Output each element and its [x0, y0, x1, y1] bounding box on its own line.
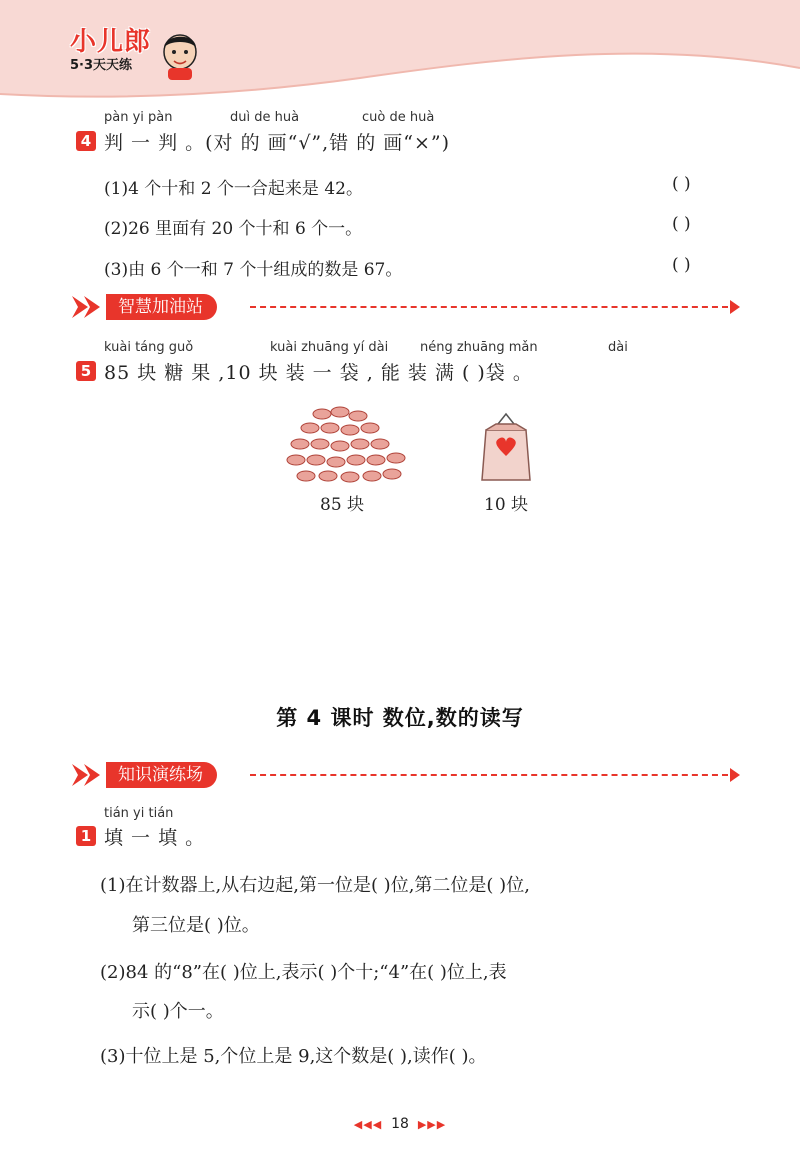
question-number-5: 5: [76, 361, 96, 381]
question-1-title: 填 一 填 。: [104, 827, 206, 849]
bag-caption: 10 块: [484, 495, 529, 515]
mascot-icon: [158, 28, 202, 82]
section-divider: [250, 774, 728, 776]
question-number-4: 4: [76, 131, 96, 151]
divider-arrowhead: [730, 768, 740, 782]
gift-bag-icon: [478, 410, 534, 482]
pinyin-tian-yi-tian: tián yi tián: [104, 806, 174, 821]
pinyin-kuai-tang-guo: kuài táng guǒ: [104, 340, 194, 355]
q4-answer-2[interactable]: ( ): [672, 214, 691, 234]
pinyin-dai: dài: [608, 340, 628, 355]
q4-item-1: (1)4 个十和 2 个一合起来是 42。: [104, 179, 363, 199]
brand-name: 小儿郎: [70, 27, 152, 57]
question-4-title: 判 一 判 。(对 的 画“√”,错 的 画“×”): [104, 132, 451, 154]
brand-subtitle: 5·3天天练: [70, 58, 133, 73]
pinyin-dui-de-hua: duì de huà: [230, 110, 300, 125]
candy-pile-icon: [282, 400, 412, 486]
question-number-1: 1: [76, 826, 96, 846]
pinyin-neng-zhuang-man: néng zhuāng mǎn: [420, 340, 538, 355]
q4-item-3: (3)由 6 个一和 7 个十组成的数是 67。: [104, 260, 403, 280]
divider-arrowhead: [730, 300, 740, 314]
page-number: 18: [391, 1116, 409, 1132]
pinyin-pan-yi-pan: pàn yi pàn: [104, 110, 173, 125]
lesson-title: 第 4 课时 数位,数的读写: [276, 706, 524, 730]
question-5-title: 85 块 糖 果 ,10 块 装 一 袋 , 能 装 满 ( )袋 。: [104, 362, 533, 384]
brand-logo: [70, 28, 151, 74]
q1-line-2: 第三位是( )位。: [132, 915, 260, 936]
right-arrows-icon: ▶▶▶: [417, 1118, 447, 1131]
q4-answer-3[interactable]: ( ): [672, 255, 691, 275]
candy-caption: 85 块: [320, 495, 365, 515]
pinyin-cuo-de-hua: cuò de huà: [362, 110, 435, 125]
section-wisdom-label: 智慧加油站: [106, 294, 217, 320]
q4-item-2: (2)26 里面有 20 个十和 6 个一。: [104, 219, 363, 239]
section-knowledge-label: 知识演练场: [106, 762, 217, 788]
section-knowledge-banner: [70, 760, 740, 790]
q1-line-5: (3)十位上是 5,个位上是 9,这个数是( ),读作( )。: [100, 1046, 487, 1067]
pinyin-kuai-zhuang-yi-dai: kuài zhuāng yí dài: [270, 340, 389, 355]
q1-line-4: 示( )个一。: [132, 1001, 224, 1022]
q1-line-1: (1)在计数器上,从右边起,第一位是( )位,第二位是( )位,: [100, 875, 530, 896]
q4-answer-1[interactable]: ( ): [672, 174, 691, 194]
left-arrows-icon: ◀◀◀: [353, 1118, 383, 1131]
q1-line-3: (2)84 的“8”在( )位上,表示( )个十;“4”在( )位上,表: [100, 962, 507, 983]
section-wisdom-banner: [70, 292, 740, 322]
section-divider: [250, 306, 728, 308]
page-footer: [0, 1116, 800, 1132]
